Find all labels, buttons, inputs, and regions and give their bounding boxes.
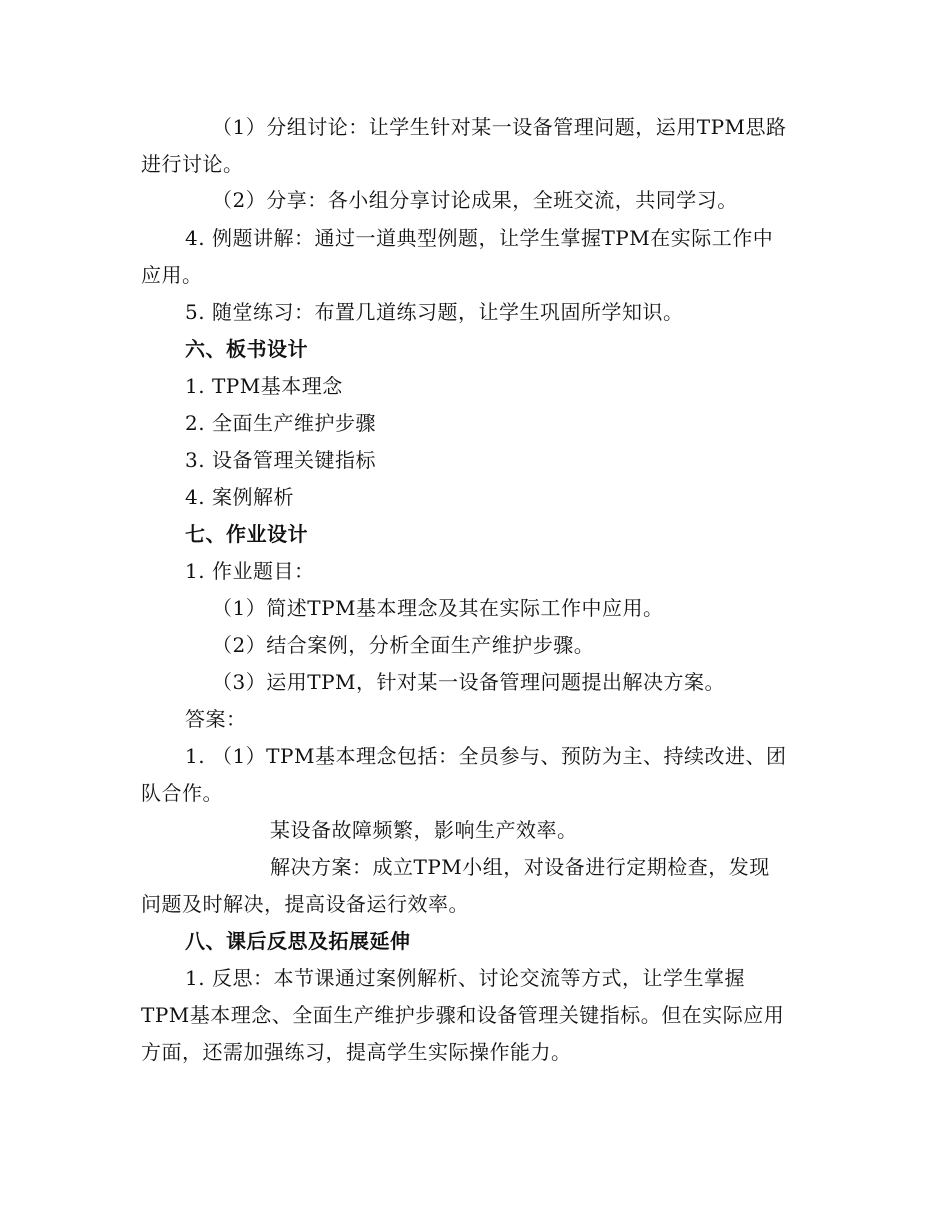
text-line: 队合作。 xyxy=(141,781,223,805)
text-line: （2）分享：各小组分享讨论成果，全班交流，共同学习。 xyxy=(212,188,738,212)
text-line: 1. （1）TPM基本理念包括：全员参与、预防为主、持续改进、团 xyxy=(185,744,787,768)
text-line: 某设备故障频繁，影响生产效率。 xyxy=(270,818,578,842)
text-line: 问题及时解决，提高设备运行效率。 xyxy=(141,892,469,916)
text-line: 1. 反思：本节课通过案例解析、讨论交流等方式，让学生掌握 xyxy=(185,966,745,990)
section-heading: 八、课后反思及拓展延伸 xyxy=(185,929,411,953)
list-item: （1）简述TPM基本理念及其在实际工作中应用。 xyxy=(212,596,664,620)
list-item: （2）结合案例，分析全面生产维护步骤。 xyxy=(212,633,595,657)
text-line: 5. 随堂练习：布置几道练习题，让学生巩固所学知识。 xyxy=(185,300,684,324)
text-line: 进行讨论。 xyxy=(141,152,244,176)
text-line: 方面，还需加强练习，提高学生实际操作能力。 xyxy=(141,1040,572,1064)
text-line: TPM基本理念、全面生产维护步骤和设备管理关键指标。但在实际应用 xyxy=(141,1003,785,1027)
text-line: 应用。 xyxy=(141,263,203,287)
text-line: （1）分组讨论：让学生针对某一设备管理问题，运用TPM思路 xyxy=(212,115,787,139)
list-item: （3）运用TPM，针对某一设备管理问题提出解决方案。 xyxy=(212,670,725,694)
list-item: 1. 作业题目： xyxy=(185,559,315,583)
answer-label: 答案： xyxy=(185,707,247,731)
list-item: 2. 全面生产维护步骤 xyxy=(185,411,376,435)
section-heading: 六、板书设计 xyxy=(185,337,308,361)
list-item: 3. 设备管理关键指标 xyxy=(185,448,376,472)
section-heading: 七、作业设计 xyxy=(185,522,308,546)
text-line: 解决方案：成立TPM小组，对设备进行定期检查，发现 xyxy=(270,855,770,879)
list-item: 1. TPM基本理念 xyxy=(185,374,343,398)
list-item: 4. 案例解析 xyxy=(185,485,294,509)
text-line: 4. 例题讲解：通过一道典型例题，让学生掌握TPM在实际工作中 xyxy=(185,226,774,250)
